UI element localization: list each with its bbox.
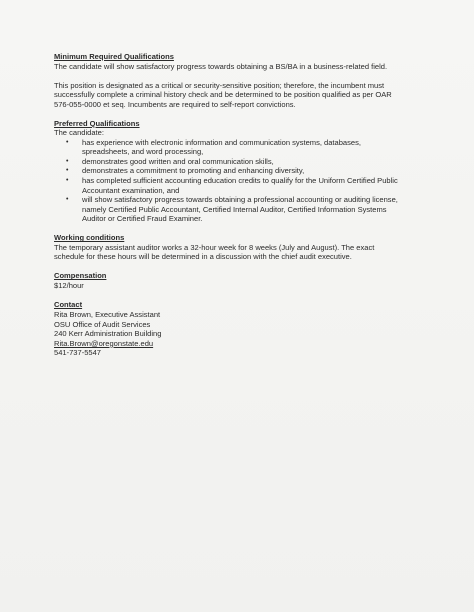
section-compensation — [54, 271, 424, 290]
bullet-line: has experience with electronic information and communication systems, databases, — [82, 137, 361, 147]
min-qual-para2-line1: This position is designated as a critical or security-sensitive position; therefore, the incumbent must — [54, 80, 385, 90]
bullet-item — [54, 195, 424, 224]
heading-contact: Contact — [54, 300, 83, 310]
bullet-icon: • — [66, 177, 69, 185]
min-qual-line: The candidate will show satisfactory progress towards obtaining a BS/BA in a business-related field. — [54, 61, 388, 71]
document-body — [54, 52, 424, 358]
contact-address: 240 Kerr Administration Building — [54, 329, 162, 339]
bullet-line: demonstrates a commitment to promoting and enhancing diversity, — [82, 166, 305, 176]
bullet-line: namely Certified Public Accountant, Certified Internal Auditor, Certified Information Systems — [82, 204, 387, 214]
compensation-value: $12/hour — [54, 280, 84, 290]
preferred-bullet-list — [54, 138, 424, 224]
bullet-icon: • — [66, 196, 69, 204]
contact-office: OSU Office of Audit Services — [54, 319, 151, 329]
working-line1: The temporary assistant auditor works a 32-hour week for 8 weeks (July and August). The exact — [54, 242, 375, 252]
bullet-line: will show satisfactory progress towards obtaining a professional accounting or auditing license, — [82, 195, 398, 205]
contact-phone: 541-737-5547 — [54, 348, 101, 358]
section-working-conditions — [54, 233, 424, 262]
section-preferred-qualifications — [54, 119, 424, 224]
bullet-line: Accountant examination, and — [82, 185, 180, 195]
contact-email-link[interactable]: Rita.Brown@oregonstate.edu — [54, 338, 154, 348]
heading-working-conditions: Working conditions — [54, 233, 125, 243]
working-line2: schedule for these hours will be determined in a discussion with the chief audit executive. — [54, 252, 352, 262]
min-qual-para2-line3: 576-055-0000 et seq. Incumbents are required to self-report convictions. — [54, 99, 296, 109]
bullet-item — [54, 138, 424, 157]
bullet-item — [54, 166, 424, 176]
bullet-item — [54, 176, 424, 195]
min-qual-para2-line2: successfully complete a criminal history check and be determined to be position qualified as per OAR — [54, 90, 392, 100]
bullet-line: Auditor or Certified Fraud Examiner. — [82, 214, 203, 224]
bullet-item — [54, 157, 424, 167]
preferred-intro: The candidate: — [54, 128, 104, 138]
bullet-line: demonstrates good written and oral communication skills, — [82, 156, 274, 166]
section-minimum-qualifications — [54, 52, 424, 109]
bullet-icon: • — [66, 157, 69, 165]
heading-compensation: Compensation — [54, 271, 107, 281]
bullet-line: spreadsheets, and word processing, — [82, 147, 204, 157]
contact-name: Rita Brown, Executive Assistant — [54, 310, 161, 320]
bullet-icon: • — [66, 167, 69, 175]
bullet-line: has completed sufficient accounting education credits to qualify for the Uniform Certified Public — [82, 176, 398, 186]
heading-minimum-qualifications: Minimum Required Qualifications — [54, 52, 174, 61]
bullet-icon: • — [66, 138, 69, 146]
section-contact — [54, 300, 424, 357]
heading-preferred-qualifications: Preferred Qualifications — [54, 118, 140, 128]
